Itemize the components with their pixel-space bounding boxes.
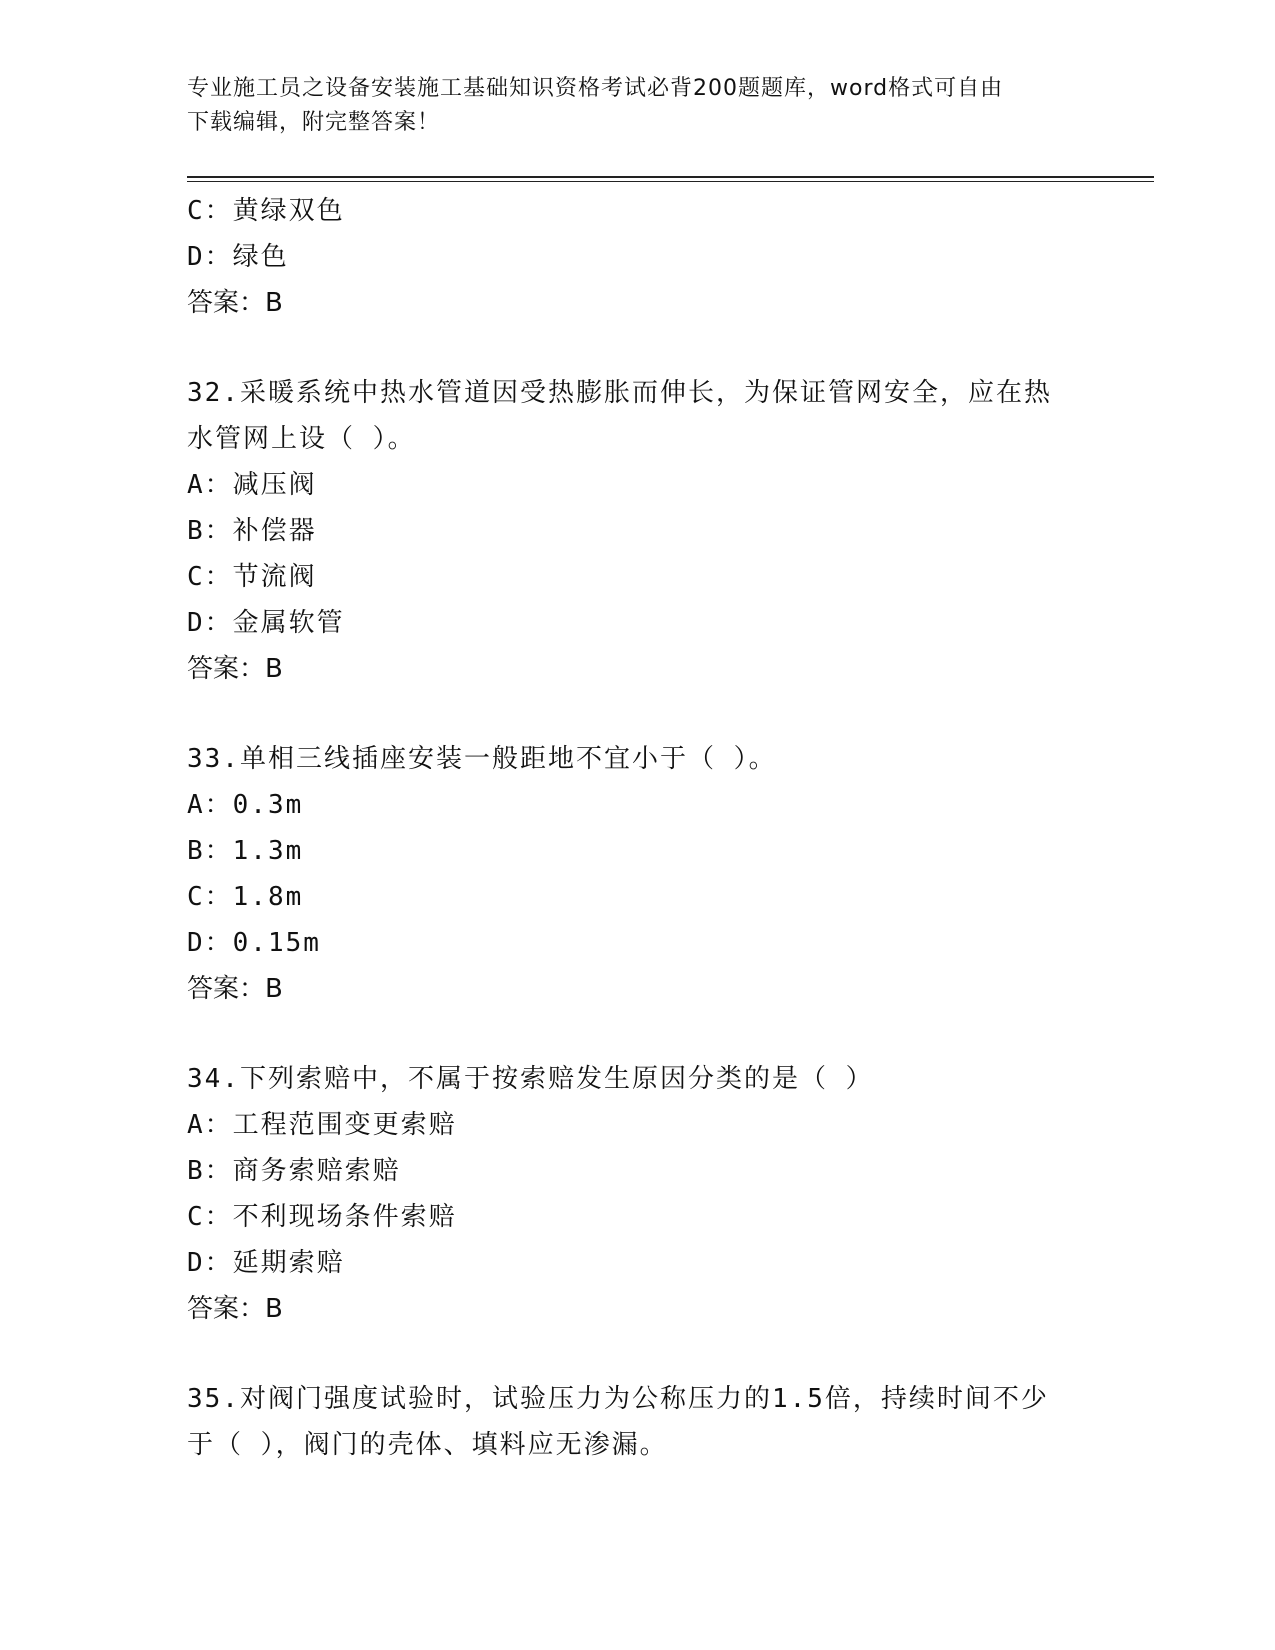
option-c: C：节流阀: [187, 562, 317, 592]
answer-line: 答案：B: [187, 288, 283, 318]
option-b: B：1.3m: [187, 836, 304, 866]
option-d: D：绿色: [187, 242, 289, 272]
option-c: C：1.8m: [187, 882, 304, 912]
question-32: [187, 370, 1087, 692]
question-text-line: 水管网上设（ ）。: [187, 424, 416, 454]
question-text-line: 33.单相三线插座安装一般距地不宜小于（ ）。: [187, 744, 777, 774]
question-list: [187, 188, 1087, 1468]
question-text-line: 32.采暖系统中热水管道因受热膨胀而伸长，为保证管网安全，应在热: [187, 378, 1052, 408]
option-d: D：0.15m: [187, 928, 321, 958]
header-line-2: 下载编辑，附完整答案！: [187, 110, 441, 135]
header-line-1: 专业施工员之设备安装施工基础知识资格考试必背200题题库，word格式可自由: [187, 76, 1004, 101]
answer-line: 答案：B: [187, 974, 283, 1004]
question-text-line: 于（ ），阀门的壳体、填料应无渗漏。: [187, 1430, 668, 1460]
option-b: B：商务索赔索赔: [187, 1156, 401, 1186]
spacer: [187, 326, 1087, 370]
header-divider-thick: [187, 176, 1154, 178]
option-a: A：工程范围变更索赔: [187, 1110, 457, 1140]
option-c: C：不利现场条件索赔: [187, 1202, 457, 1232]
option-b: B：补偿器: [187, 516, 317, 546]
header-divider-thin: [187, 181, 1154, 182]
option-d: D：延期索赔: [187, 1248, 345, 1278]
carryover-block: [187, 188, 1087, 326]
option-a: A：0.3m: [187, 790, 304, 820]
answer-line: 答案：B: [187, 654, 283, 684]
spacer: [187, 1332, 1087, 1376]
document-header: [187, 72, 1087, 140]
spacer: [187, 1012, 1087, 1056]
question-33: [187, 736, 1087, 1012]
question-text-line: 35.对阀门强度试验时，试验压力为公称压力的1.5倍，持续时间不少: [187, 1384, 1049, 1414]
spacer: [187, 692, 1087, 736]
option-d: D：金属软管: [187, 608, 345, 638]
question-34: [187, 1056, 1087, 1332]
option-a: A：减压阀: [187, 470, 317, 500]
question-text-line: 34.下列索赔中，不属于按索赔发生原因分类的是（ ）: [187, 1064, 874, 1094]
answer-line: 答案：B: [187, 1294, 283, 1324]
question-35: [187, 1376, 1087, 1468]
option-c: C：黄绿双色: [187, 196, 345, 226]
